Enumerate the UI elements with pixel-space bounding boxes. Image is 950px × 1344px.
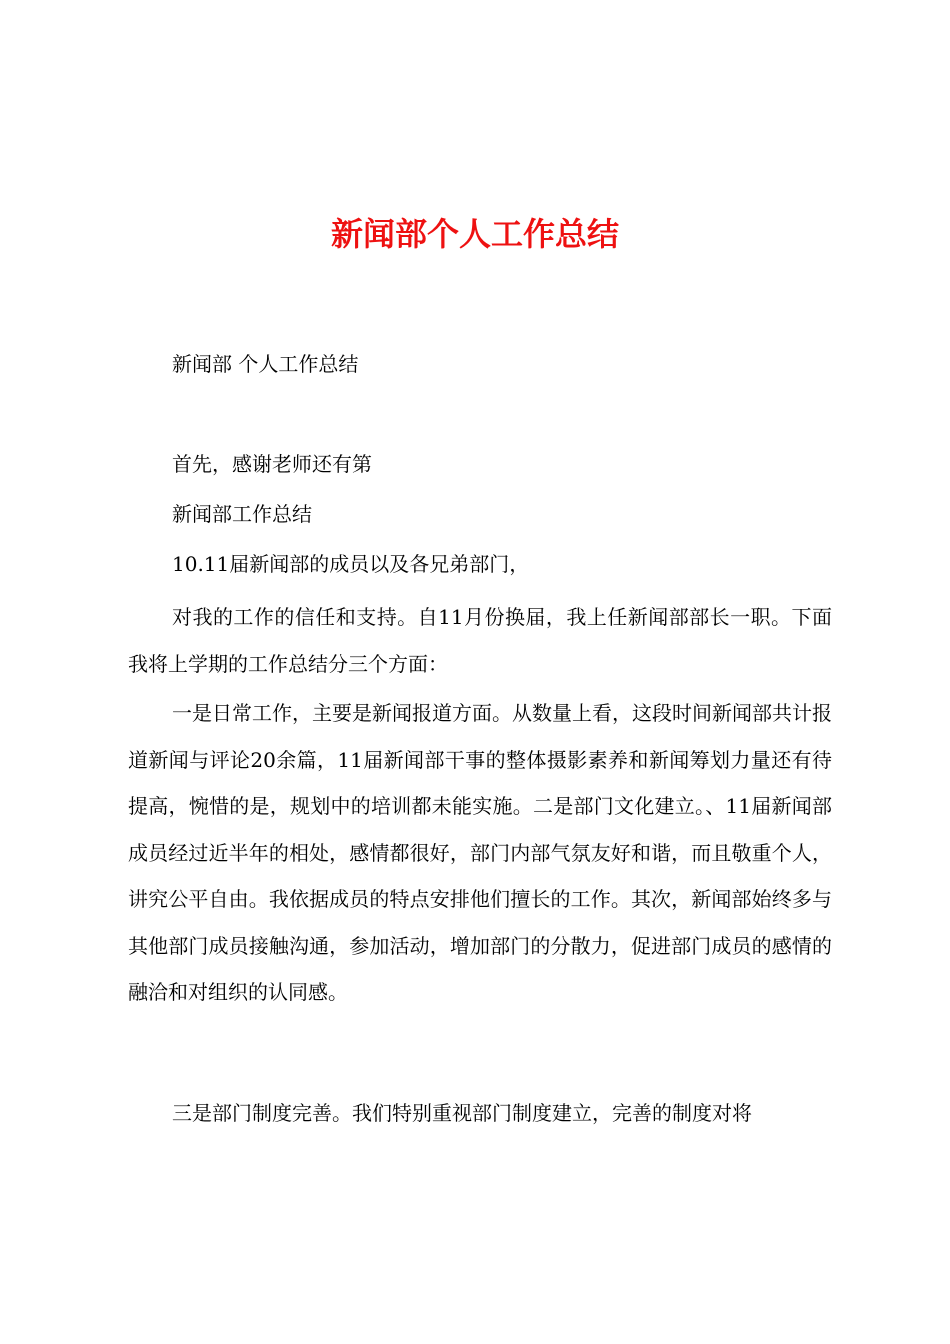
paragraph-2: 一是日常工作，主要是新闻报道方面。从数量上看，这段时间新闻部共计报道新闻与评论20余篇，11届新闻部干事的整体摄影素养和新闻筹划力量还有待提高，惋惜的是，规划中的培训都未能实施。二是部门文化建立。、11届新闻部成员经过近半年的相处，感情都很好，部门内部气氛友好和谐，而且敬重个人，讲究公平自由。我依据成员的特点安排他们擅长的工作。其次，新闻部始终多与其他部门成员接触沟通，参加活动，增加部门的分散力，促进部门成员的感情的融洽和对组织的认同感。 bbox=[128, 701, 832, 1004]
document-title: 新闻部个人工作总结 bbox=[330, 215, 619, 253]
paragraph-3: 三是部门制度完善。我们特别重视部门制度建立，完善的制度对将 bbox=[172, 1101, 752, 1125]
text-line-1: 首先，感谢老师还有第 bbox=[172, 452, 372, 476]
text-line-2: 新闻部工作总结 bbox=[172, 502, 312, 526]
paragraph-1: 对我的工作的信任和支持。自11月份换届，我上任新闻部部长一职。下面我将上学期的工作总结分三个方面： bbox=[128, 605, 832, 676]
document-subtitle: 新闻部 个人工作总结 bbox=[172, 352, 359, 376]
text-line-3: 10.11届新闻部的成员以及各兄弟部门， bbox=[172, 552, 530, 576]
